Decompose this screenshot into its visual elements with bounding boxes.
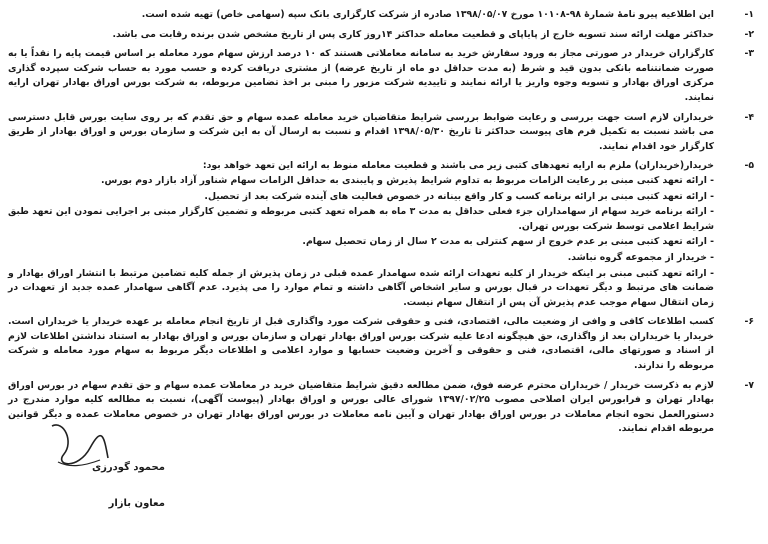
signature-block <box>92 450 165 522</box>
clause-2 <box>8 28 760 43</box>
commitments-list <box>8 174 714 310</box>
signatory-title: معاون بازار <box>108 498 165 509</box>
clause-7 <box>8 379 760 437</box>
clause-text: کارگزاران خریدار در صورتی مجاز به ورود سفارش خرید به سامانه معاملاتی هستند که ۱۰ درصد ارزش سهام مورد معامله بر اساس قیمت پایه را نقداً یا به صورت ضمانتنامه بانکی بدون قید و شرط (به مدت حداقل دو ماه از تاریخ عرضه) از مشتری دریافت کرده و حسب مورد به حساب شرکت سپرده گذاری مرکزی اوراق بهادار و تسویه وجوه واریز یا ارائه نمایند و تاییدیه شرکت مزبور را مبنی بر اخذ تضامین مربوطه، به شرکت بورس اوراق بهادار تهران ارایه نمایند. <box>8 48 714 103</box>
clause-text: خریداران لازم است جهت بررسی و رعایت ضوابط بررسی شرایط متقاضیان خرید معامله عمده سهام و حق تقدم که بر روی سایت بورس قابل دسترسی می باشد نسبت به تکمیل فرم های پیوست حداکثر تا تاریخ ۱۳۹۸/۰۵/۳۰ اقدام و نسبت به ارسال آن به این شرکت و سازمان بورس و اوراق بهادار از طریق کارگزار خود اقدام نمایند. <box>8 111 714 152</box>
commitment-item: - ارائه تعهد کتبی مبنی بر رعایت الزامات مربوط به تداوم شرایط پذیرش و پایبندی به حداقل الزامات سهام شناور آزاد بازار دوم بورس. <box>100 174 714 186</box>
commitment-item: - ارائه تعهد کتبی مبنی بر اینکه خریدار از کلیه تعهدات ارائه شده سهامدار عمده قبلی در زمان پذیرش از جمله کلیه تضامین مرتبط با انتشار اوراق بهادار و ضمانت های مرتبط و دیگر تعهدات در قبال بورس و سایر اشخاص آگاهی داشته و تمام موارد را می پذیرد. عدم آگاهی سهامدار عمده جدید از تعهدات در زمان انتقال سهام موجب عدم پذیرش آن پس از انتقال سهام نیست. <box>8 267 714 308</box>
commitment-item: - ارائه برنامه خرید سهام از سهامداران جزء فعلی حداقل به مدت ۳ ماه به همراه تعهد کتبی مربوطه و تضمین کارگزار مبنی بر اجرایی نمودن این تعهد طبق شرایط اعلامی توسط شرکت بورس تهران. <box>8 206 714 232</box>
clause-6 <box>8 315 760 373</box>
clause-3 <box>8 47 760 105</box>
clause-number: ۵- <box>744 160 754 172</box>
clause-number: ۳- <box>744 48 754 60</box>
clause-number: ۶- <box>744 316 754 328</box>
clause-5 <box>8 159 760 310</box>
clause-text: حداکثر مهلت ارائه سند تسویه خارج از پایاپای و قطعیت معامله حداکثر ۱۴روز کاری پس از تاریخ مشخص شدن برنده رقابت می باشد. <box>112 28 714 40</box>
clause-number: ۲- <box>744 28 754 40</box>
signatory-name: محمود گودرزی <box>92 462 165 473</box>
clause-number: ۱- <box>744 9 754 20</box>
clause-text: لازم به ذکرست خریدار / خریداران محترم عرضه فوق، ضمن مطالعه دقیق شرایط متقاضیان خرید در معاملات عمده سهام و حق تقدم سهام در بورس اوراق بهادار تهران و فرابورس ایران اصلاحی مصوب ۱۳۹۷/۰۲/۲۵ شورای عالی بورس و اوراق بهادار (پیوست آگهی)، نسبت به مطالعه کلیه موارد مندرج در دستورالعمل نحوه انجام معاملات در بورس اوراق بهادار تهران و آیین نامه معاملات در بورس اوراق بهادار تهران در خصوص معاملات عمده و دیگر قوانین مربوطه اقدام نمایند. <box>8 379 714 435</box>
clause-text: خریدار(خریداران) ملزم به ارایه تعهدهای کتبی زیر می باشند و قطعیت معامله منوط به ارائه این تعهد خواهد بود: <box>202 160 714 172</box>
commitment-item: - ارائه تعهد کتبی مبنی بر ارائه برنامه کسب و کار واقع بینانه در خصوص فعالیت های آینده شرکت بعد از تحصیل. <box>204 190 714 202</box>
clause-1 <box>8 8 760 23</box>
clause-text: کسب اطلاعات کافی و وافی از وضعیت مالی، اقتصادی، فنی و حقوقی شرکت مورد واگذاری قبل از تاریخ انجام معامله بر عهده خریدار یا خریداران است. خریدار یا خریداران بعد از واگذاری، حق هیچگونه ادعا علیه شرکت بورس اوراق بهادار تهران و سازمان بورس و اوراق بهادار به استناد نداشتن اطلاعات لازم از اسناد و صورتهای مالی، اقتصادی، فنی و حقوقی و آخرین وضعیت حسابها و موارد اعلامی و اطلاعات دیگر مربوط به سهام مورد معامله و شرکت مربوطه را ندارند. <box>8 316 714 372</box>
clause-4 <box>8 111 760 155</box>
commitment-item: - ارائه تعهد کتبی مبنی بر عدم خروج از سهم کنترلی به مدت ۲ سال از زمان تحصیل سهام. <box>302 236 714 248</box>
clause-number: ۷- <box>744 379 754 391</box>
clause-text: این اطلاعیه پیرو نامهٔ شمارهٔ ۹۸-۱۰۱۰۸ مورخ ۱۳۹۸/۰۵/۰۷ صادره از شرکت کارگزاری بانک سپه (سهامی خاص) تهیه شده است. <box>141 9 714 20</box>
clause-number: ۴- <box>744 111 754 123</box>
commitment-item: - خریدار از مجموعه گروه نباشد. <box>567 251 714 263</box>
